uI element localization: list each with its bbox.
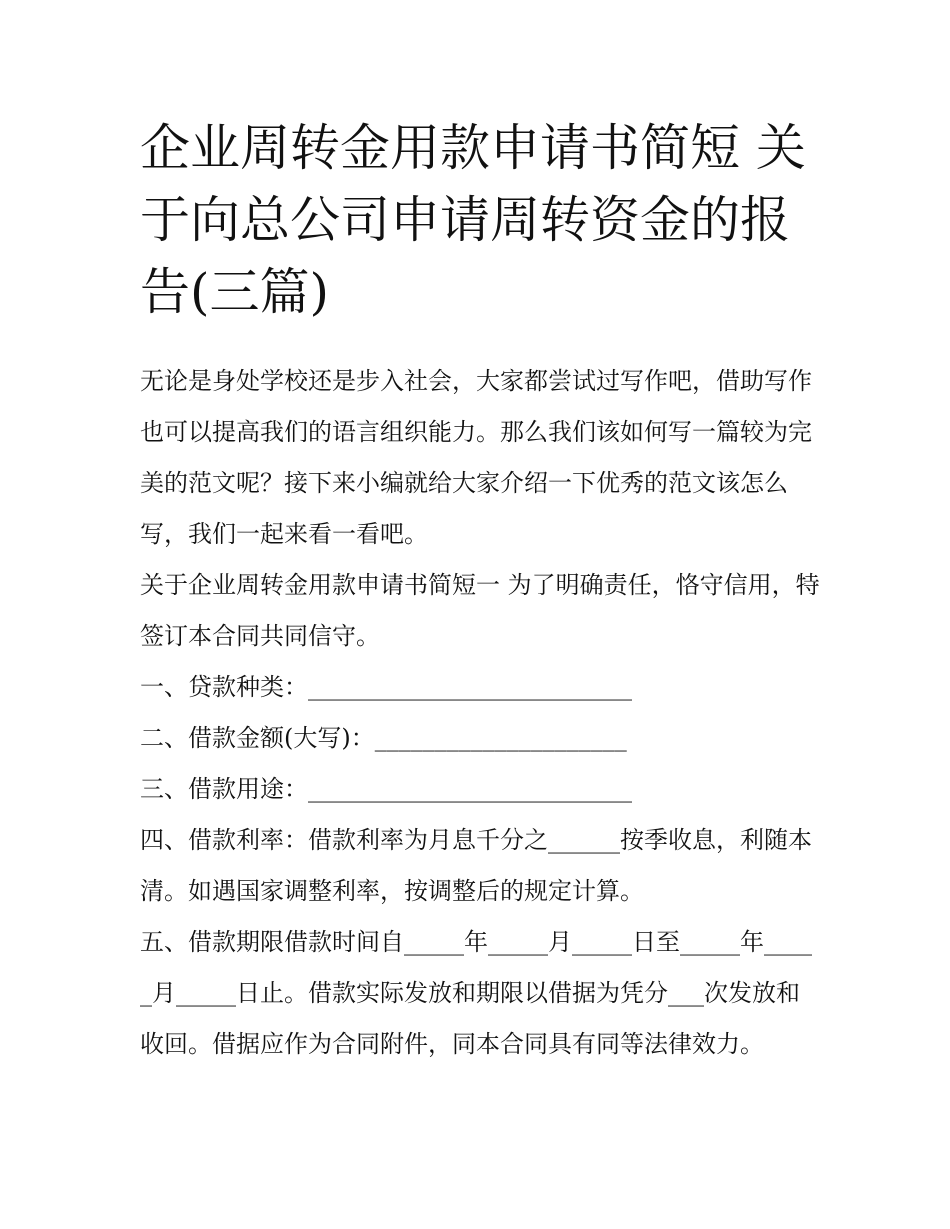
loan-amount-line: 二、借款金额(大写)：_____________________ xyxy=(140,724,627,752)
contract-intro-paragraph: 关于企业周转金用款申请书简短一 为了明确责任，恪守信用，特签订本合同共同信守。 xyxy=(140,571,820,650)
interest-rate-paragraph: 四、借款利率：借款利率为月息千分之______按季收息，利随本清。如遇国家调整利率，按调整后的规定计算。 xyxy=(140,826,812,905)
loan-purpose-line: 三、借款用途：___________________________ xyxy=(140,775,632,803)
intro-paragraph: 无论是身处学校还是步入社会，大家都尝试过写作吧，借助写作也可以提高我们的语言组织能力。那么我们该如何写一篇较为完美的范文呢？接下来小编就给大家介绍一下优秀的范文该怎么写，我们一起来看一看吧。 xyxy=(140,367,812,548)
document-body xyxy=(140,356,820,1070)
loan-term-paragraph: 五、借款期限借款时间自_____年_____月_____日至_____年_____月_____日止。借款实际发放和期限以借据为凭分___次发放和收回。借据应作为合同附件，同本合同具有同等法律效力。 xyxy=(140,928,812,1058)
loan-type-line: 一、贷款种类：___________________________ xyxy=(140,673,632,701)
document-title: 企业周转金用款申请书简短 关于向总公司申请周转资金的报告(三篇) xyxy=(140,119,806,321)
